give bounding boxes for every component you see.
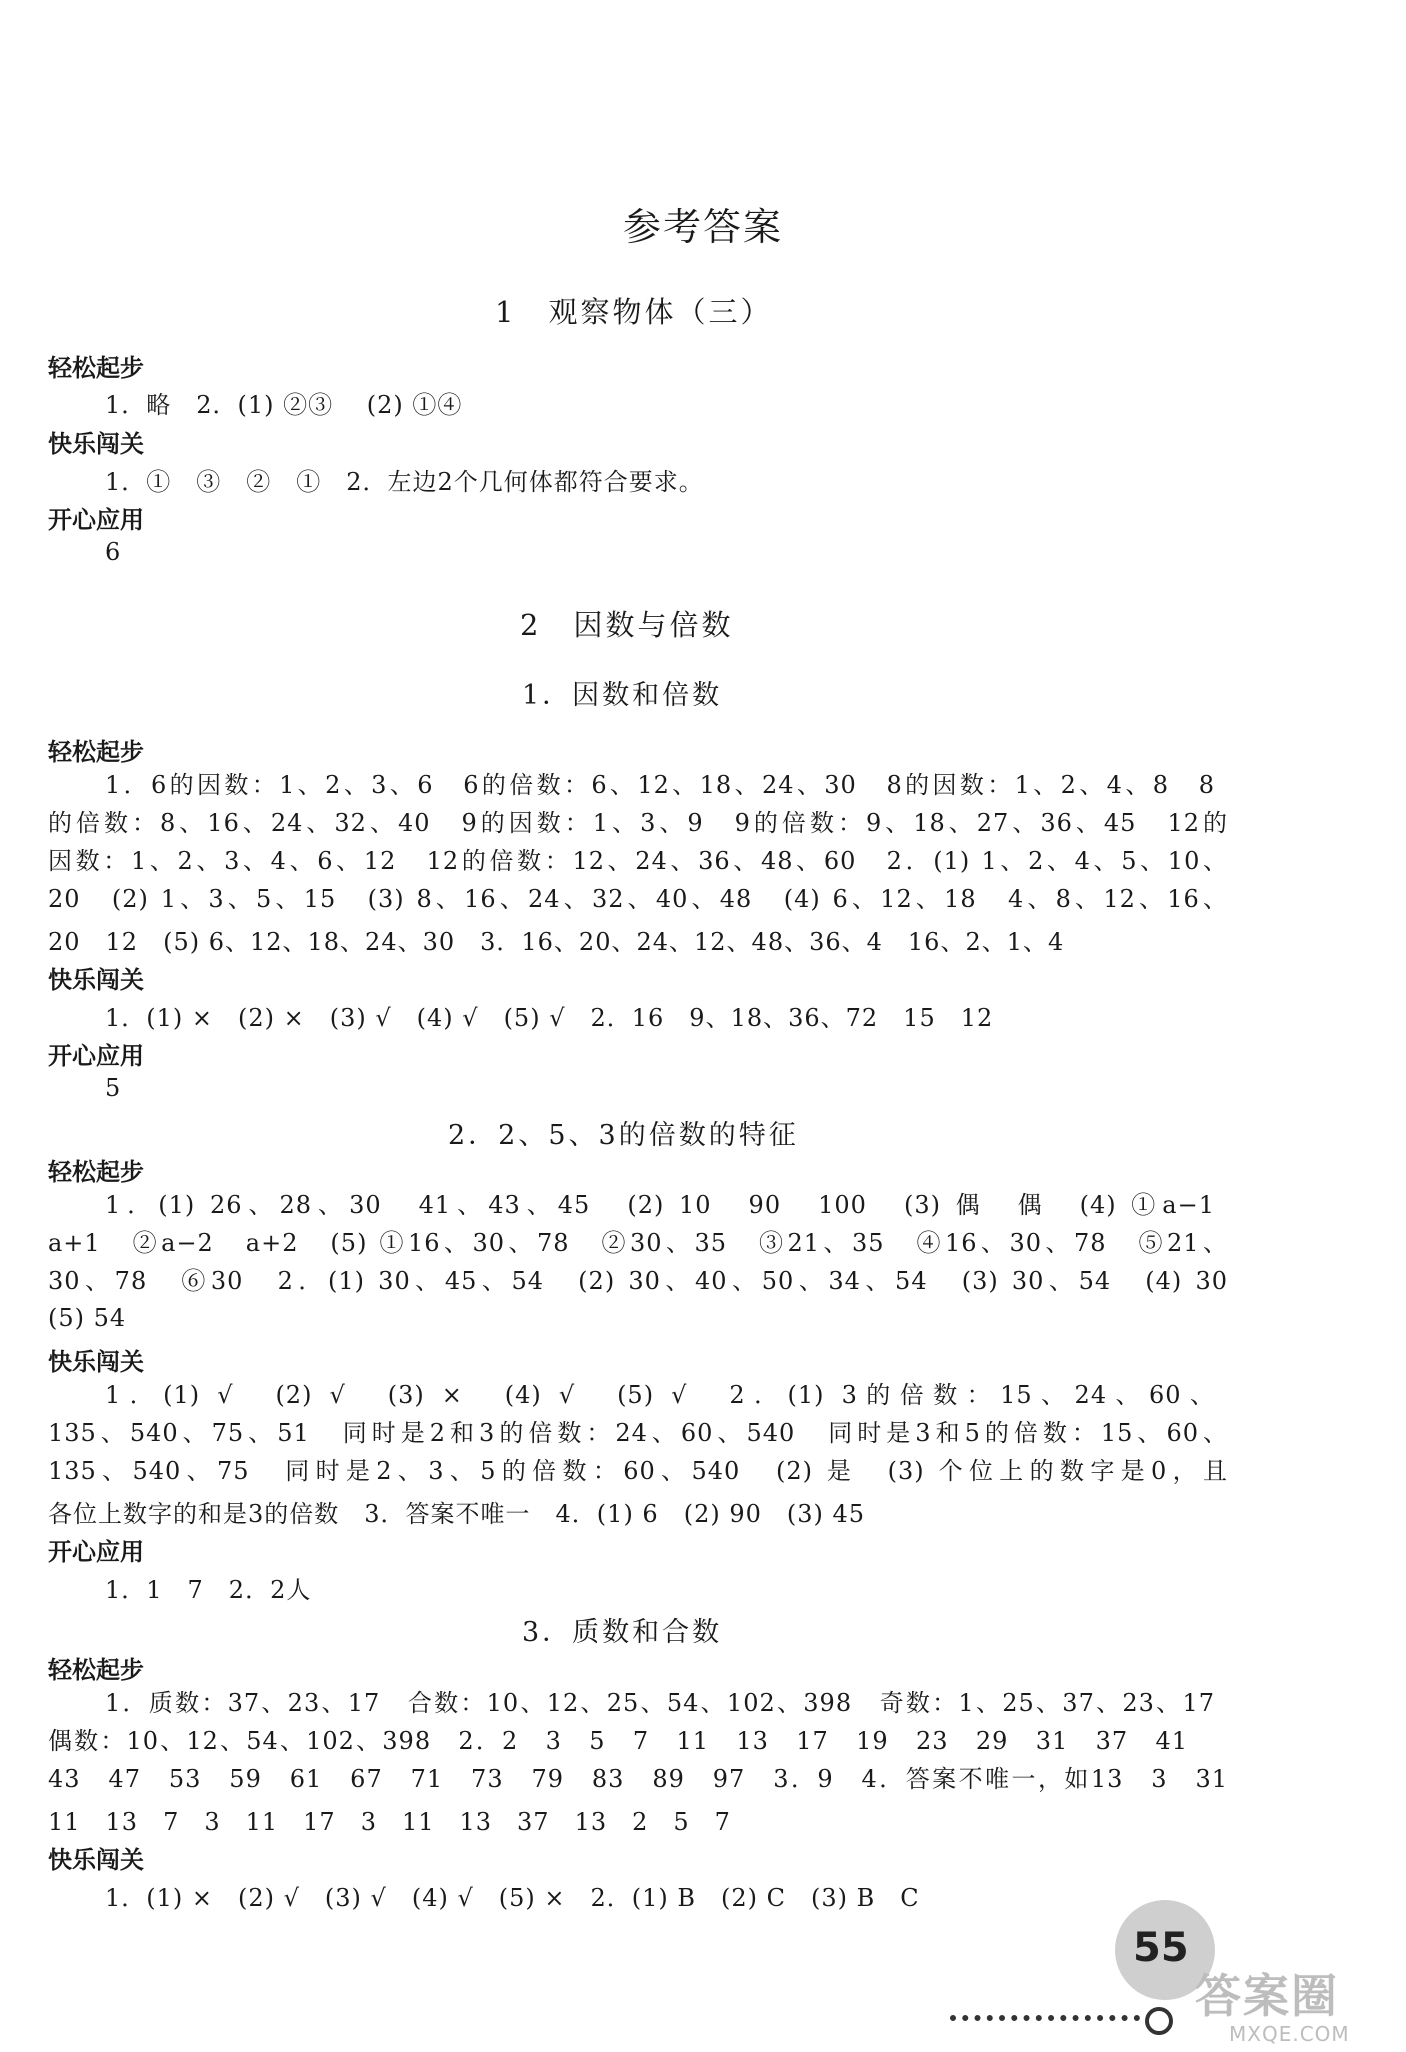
answer-line: 的倍数：8、16、24、32、40 9的因数：1、3、9 9的倍数：9、18、27、36、45 12的 <box>48 809 1228 837</box>
block-label: 轻松起步 <box>48 354 144 382</box>
section-heading: 2 因数与倍数 <box>520 608 734 642</box>
answer-line: (5) 54 <box>48 1304 127 1332</box>
answer-line: 1．质数：37、23、17 合数：10、12、25、54、102、398 奇数：1、25、37、23、17 <box>105 1689 1215 1717</box>
answer-line: 135、540、75 同时是2、3、5的倍数：60、540 (2) 是 (3) 个位上的数字是0，且 <box>48 1457 1228 1485</box>
answer-line: 135、540、75、51 同时是2和3的倍数：24、60、540 同时是3和5的倍数：15、60、 <box>48 1419 1228 1447</box>
dotted-line <box>950 2015 1140 2021</box>
watermark-text: 答案圈 <box>1195 1969 1339 2023</box>
answer-line: 1．(1) × (2) × (3) √ (4) √ (5) √ 2．16 9、18、36、72 15 12 <box>105 1004 994 1032</box>
block-label: 轻松起步 <box>48 738 144 766</box>
answer-line: 1．1 7 2．2人 <box>105 1576 312 1604</box>
block-label: 轻松起步 <box>48 1158 144 1186</box>
watermark-logo <box>1195 1960 1395 2046</box>
section-heading: 1 观察物体（三） <box>495 295 773 329</box>
answer-line: 因数：1、2、3、4、6、12 12的倍数：12、24、36、48、60 2．(1) 1、2、4、5、10、 <box>48 847 1228 875</box>
answer-line: a+1 ②a−2 a+2 (5) ①16、30、78 ②30、35 ③21、35 ④16、30、78 ⑤21、 <box>48 1229 1228 1257</box>
answer-line: 11 13 7 3 11 17 3 11 13 37 13 2 5 7 <box>48 1808 731 1836</box>
answer-line: 各位上数字的和是3的倍数 3．答案不唯一 4．(1) 6 (2) 90 (3) 45 <box>48 1500 866 1528</box>
answer-line: 20 (2) 1、3、5、15 (3) 8、16、24、32、40、48 (4) 6、12、18 4、8、12、16、 <box>48 885 1228 913</box>
block-label: 快乐闯关 <box>48 1846 144 1874</box>
block-label: 开心应用 <box>48 1042 144 1070</box>
answer-line: 6 <box>105 538 122 566</box>
page-number: 55 <box>1133 1925 1189 1971</box>
block-label: 快乐闯关 <box>48 1348 144 1376</box>
answer-line: 1．(1) 26、28、30 41、43、45 (2) 10 90 100 (3) 偶 偶 (4) ①a−1 <box>105 1191 1215 1219</box>
subsection-heading: 2．2、5、3的倍数的特征 <box>448 1120 799 1151</box>
answer-line: 偶数：10、12、54、102、398 2．2 3 5 7 11 13 17 19 23 29 31 37 41 <box>48 1727 1188 1755</box>
answer-line: 1．(1) √ (2) √ (3) × (4) √ (5) √ 2．(1) 3的倍数：15、24、60、 <box>105 1381 1215 1409</box>
block-label: 开心应用 <box>48 506 144 534</box>
answer-line: 1．6的因数：1、2、3、6 6的倍数：6、12、18、24、30 8的因数：1、2、4、8 8 <box>105 771 1215 799</box>
block-label: 轻松起步 <box>48 1656 144 1684</box>
block-label: 快乐闯关 <box>48 430 144 458</box>
answer-line: 5 <box>105 1074 122 1102</box>
subsection-heading: 1．因数和倍数 <box>522 680 723 711</box>
answer-line: 30、78 ⑥30 2．(1) 30、45、54 (2) 30、40、50、34、54 (3) 30、54 (4) 30 <box>48 1267 1228 1295</box>
answer-line: 20 12 (5) 6、12、18、24、30 3．16、20、24、12、48、36、4 16、2、1、4 <box>48 928 1065 956</box>
answer-line: 1．略 2．(1) ②③ (2) ①④ <box>105 391 463 419</box>
page-title: 参考答案 <box>622 205 783 249</box>
block-label: 开心应用 <box>48 1538 144 1566</box>
watermark-url: MXQE.COM <box>1229 2022 1350 2046</box>
answer-line: 43 47 53 59 61 67 71 73 79 83 89 97 3．9 4．答案不唯一，如13 3 31 <box>48 1765 1228 1793</box>
circle-icon <box>1145 2007 1173 2035</box>
block-label: 快乐闯关 <box>48 966 144 994</box>
subsection-heading: 3．质数和合数 <box>522 1617 723 1648</box>
answer-line: 1．(1) × (2) √ (3) √ (4) √ (5) × 2．(1) B (2) C (3) B C <box>105 1884 920 1912</box>
answer-line: 1．① ③ ② ① 2．左边2个几何体都符合要求。 <box>105 468 704 496</box>
